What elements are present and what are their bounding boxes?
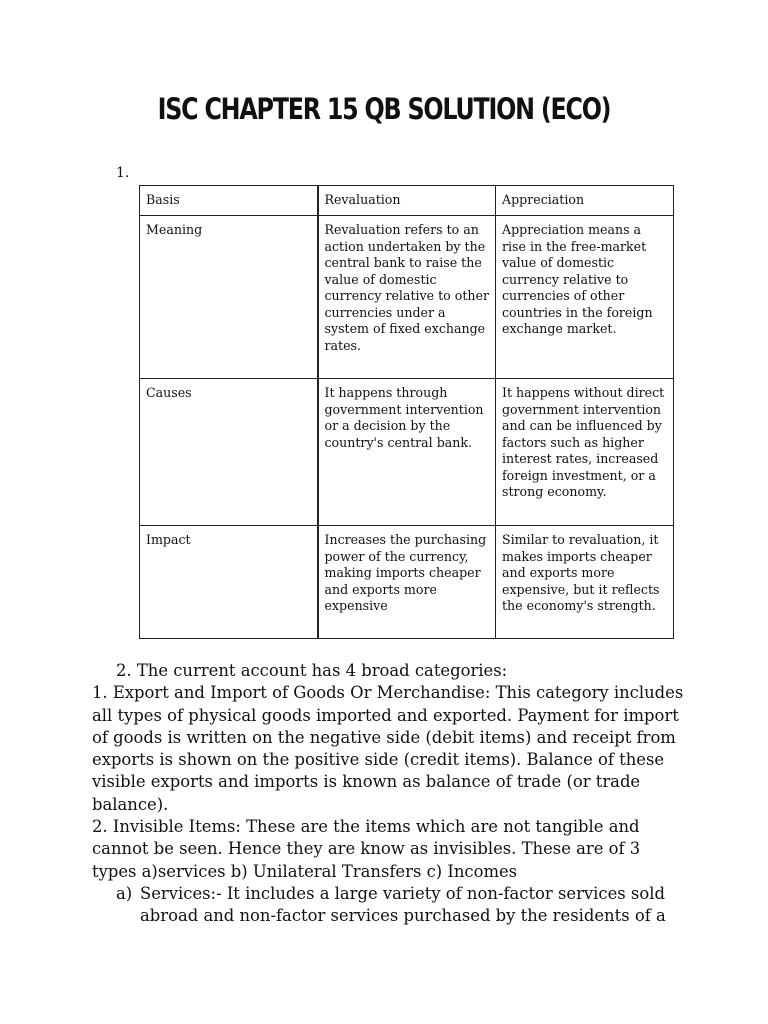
header-appreciation: Appreciation (496, 186, 674, 216)
cell-revaluation: Increases the purchasing power of the currency, making imports cheaper and exports more expensive (318, 526, 496, 639)
cell-revaluation: It happens through government intervention or a decision by the country's central bank. (318, 379, 496, 526)
question-1-number: 1. (116, 165, 130, 181)
header-revaluation: Revaluation (318, 186, 496, 216)
cell-revaluation: Revaluation refers to an action undertaken by the central bank to raise the value of domestic currency relative to other currencies under a system of fixed exchange rates. (318, 216, 496, 379)
list-item-services (92, 883, 684, 928)
table-row (140, 379, 674, 526)
cell-appreciation: It happens without direct government intervention and can be influenced by factors such as higher interest rates, increased foreign investment, or a strong economy. (496, 379, 674, 526)
cell-appreciation: Similar to revaluation, it makes imports cheaper and exports more expensive, but it reflects the economy's strength. (496, 526, 674, 639)
cell-appreciation: Appreciation means a rise in the free-market value of domestic currency relative to currencies of other countries in the foreign exchange market. (496, 216, 674, 379)
cell-basis: Impact (140, 526, 318, 639)
table-header-row (140, 186, 674, 216)
cell-basis: Causes (140, 379, 318, 526)
paragraph-goods-merchandise: 1. Export and Import of Goods Or Merchandise: This category includes all types of physical goods imported and exported. Payment for import of goods is written on the negative side (debit items) and receipt from exports is shown on the positive side (credit items). Balance of these visible exports and imports is known as balance of trade (or trade balance). (92, 683, 684, 814)
page-title: ISC CHAPTER 15 QB SOLUTION (ECO) (157, 92, 611, 126)
cell-basis: Meaning (140, 216, 318, 379)
paragraph-invisible-items: 2. Invisible Items: These are the items which are not tangible and cannot be seen. Hence they are know as invisibles. These are of 3 types a)services b) Unilateral Transfers c) Incomes (92, 817, 641, 881)
list-item-label: a) (116, 883, 133, 903)
list-item-text: Services:- It includes a large variety of non-factor services sold abroad and non-factor services purchased by the residents of a (140, 883, 666, 926)
question-2-answer (92, 660, 684, 928)
table-row (140, 216, 674, 379)
header-basis: Basis (140, 186, 318, 216)
question-2-heading: 2. The current account has 4 broad categories: (116, 661, 508, 680)
comparison-table (139, 185, 674, 639)
table-row (140, 526, 674, 639)
